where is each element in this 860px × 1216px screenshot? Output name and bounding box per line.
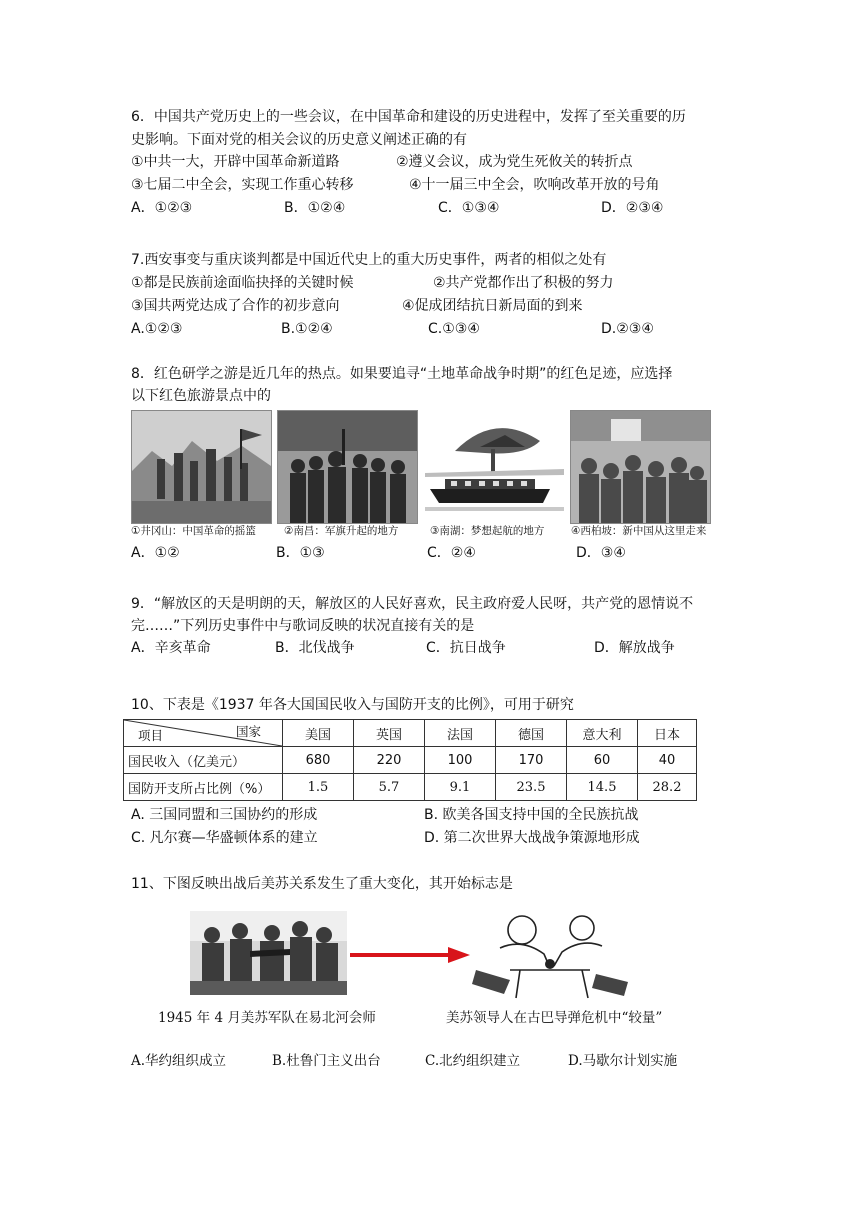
q10-option-c[interactable]: C. 凡尔赛—华盛顿体系的建立 <box>131 830 318 846</box>
q9-stem-line-2: 完……”下列历史事件中与歌词反映的状况直接有关的是 <box>131 618 475 634</box>
xibaipo-photo <box>570 410 711 524</box>
q11-option-b[interactable]: B.杜鲁门主义出台 <box>272 1053 381 1069</box>
q7-option-c[interactable]: C.①③④ <box>428 321 480 337</box>
q9-option-a[interactable]: A．辛亥革命 <box>131 640 211 656</box>
q8-caption-3: ③南湖：梦想起航的地方 <box>430 525 545 537</box>
q6-option-a[interactable]: A．①②③ <box>131 200 193 216</box>
q11-option-c[interactable]: C.北约组织建立 <box>425 1053 521 1069</box>
q11-option-a[interactable]: A.华约组织成立 <box>131 1053 227 1069</box>
country-header: 德国 <box>496 720 567 747</box>
q10-option-b[interactable]: B. 欧美各国支持中国的全民族抗战 <box>424 807 639 823</box>
q6-option-c[interactable]: C．①③④ <box>438 200 500 216</box>
corner-row-label: 项目 <box>138 728 164 743</box>
nanhu-boat-photo <box>424 410 565 524</box>
table-corner-cell <box>124 720 283 747</box>
q8-caption-4: ④西柏坡：新中国从这里走来 <box>571 525 707 537</box>
q11-option-d[interactable]: D.马歇尔计划实施 <box>568 1053 678 1069</box>
q7-option-d[interactable]: D.②③④ <box>601 321 654 337</box>
nanchang-photo <box>277 410 418 524</box>
jinggangshan-photo <box>131 410 272 524</box>
q6-stem-line-1: 6．中国共产党历史上的一些会议，在中国革命和建设的历史进程中，发挥了至关重要的历 <box>131 109 686 125</box>
q8-option-b[interactable]: B．①③ <box>276 545 325 561</box>
q8-stem-line-1: 8．红色研学之游是近几年的热点。如果要追寻“土地革命战争时期”的红色足迹，应选择 <box>131 366 673 382</box>
q7-option-a[interactable]: A.①②③ <box>131 321 183 337</box>
table-cell: 23.5 <box>496 774 567 801</box>
table-header-row <box>124 720 697 747</box>
q10-option-a[interactable]: A. 三国同盟和三国协约的形成 <box>131 807 318 823</box>
q9-option-c[interactable]: C．抗日战争 <box>426 640 506 656</box>
q8-option-d[interactable]: D．③④ <box>576 545 626 561</box>
table-cell: 680 <box>283 747 354 774</box>
country-header: 法国 <box>425 720 496 747</box>
q7-item-3: ③国共两党达成了合作的初步意向 <box>131 298 340 314</box>
table-cell: 9.1 <box>425 774 496 801</box>
cuban-crisis-cartoon <box>470 908 630 1000</box>
table-row <box>124 774 697 801</box>
table-cell: 5.7 <box>354 774 425 801</box>
q7-item-4: ④促成团结抗日新局面的到来 <box>402 298 583 314</box>
table-cell: 60 <box>567 747 638 774</box>
country-header: 英国 <box>354 720 425 747</box>
right-arrow-icon <box>350 947 470 963</box>
q9-option-d[interactable]: D．解放战争 <box>594 640 675 656</box>
q6-item-1: ①中共一大，开辟中国革命新道路 <box>131 154 340 170</box>
q10-stem: 10、下表是《1937 年各大国国民收入与国防开支的比例》，可用于研究 <box>131 697 574 713</box>
q8-caption-2: ②南昌：军旗升起的地方 <box>284 525 399 537</box>
q7-stem: 7.西安事变与重庆谈判都是中国近代史上的重大历史事件，两者的相似之处有 <box>131 252 607 268</box>
q6-item-2: ②遵义会议，成为党生死攸关的转折点 <box>396 154 633 170</box>
q9-option-b[interactable]: B．北伐战争 <box>275 640 355 656</box>
country-header: 意大利 <box>567 720 638 747</box>
q11-caption-right: 美苏领导人在古巴导弹危机中“较量” <box>446 1010 663 1026</box>
table-cell: 40 <box>638 747 697 774</box>
q7-option-b[interactable]: B.①②④ <box>281 321 333 337</box>
q8-option-c[interactable]: C．②④ <box>427 545 476 561</box>
income-defense-table <box>123 719 697 801</box>
table-cell: 100 <box>425 747 496 774</box>
q8-stem-line-2: 以下红色旅游景点中的 <box>131 388 271 404</box>
table-cell: 170 <box>496 747 567 774</box>
corner-col-label: 国家 <box>236 724 262 739</box>
q8-option-a[interactable]: A．①② <box>131 545 180 561</box>
country-header: 美国 <box>283 720 354 747</box>
q6-item-3: ③七届二中全会，实现工作重心转移 <box>131 177 354 193</box>
q10-option-d[interactable]: D. 第二次世界大战战争策源地形成 <box>424 830 640 846</box>
q7-item-1: ①都是民族前途面临抉择的关键时候 <box>131 275 354 291</box>
q8-caption-1: ①井冈山：中国革命的摇篮 <box>131 525 256 537</box>
country-header: 日本 <box>638 720 697 747</box>
q6-stem-line-2: 史影响。下面对党的相关会议的历史意义阐述正确的有 <box>131 132 467 148</box>
q11-caption-left: 1945 年 4 月美苏军队在易北河会师 <box>158 1010 376 1026</box>
q9-stem-line-1: 9．“解放区的天是明朗的天，解放区的人民好喜欢，民主政府爱人民呀，共产党的恩情说不 <box>131 596 694 612</box>
elbe-meeting-photo <box>190 911 347 995</box>
q6-option-d[interactable]: D．②③④ <box>601 200 664 216</box>
table-cell: 220 <box>354 747 425 774</box>
q6-option-b[interactable]: B．①②④ <box>284 200 346 216</box>
q7-item-2: ②共产党都作出了积极的努力 <box>433 275 614 291</box>
q11-stem: 11、下图反映出战后美苏关系发生了重大变化，其开始标志是 <box>131 876 513 892</box>
table-cell: 28.2 <box>638 774 697 801</box>
table-cell: 14.5 <box>567 774 638 801</box>
table-row <box>124 747 697 774</box>
q6-item-4: ④十一届三中全会，吹响改革开放的号角 <box>409 177 660 193</box>
table-cell: 1.5 <box>283 774 354 801</box>
row-label: 国防开支所占比例（%） <box>124 774 283 801</box>
row-label: 国民收入（亿美元） <box>124 747 283 774</box>
